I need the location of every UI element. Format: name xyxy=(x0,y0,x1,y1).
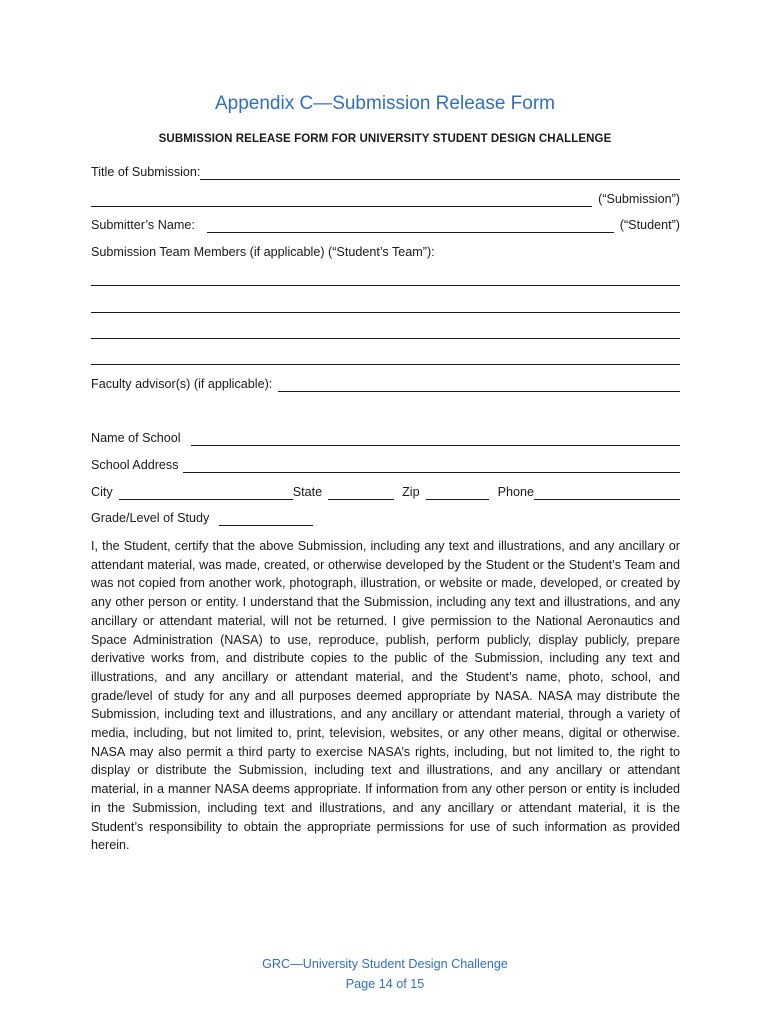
school-name-field[interactable] xyxy=(191,432,680,446)
school-name-row xyxy=(91,430,680,446)
title-field-continued[interactable] xyxy=(91,193,592,207)
faculty-advisor-field[interactable] xyxy=(278,378,680,392)
appendix-title: Appendix C—Submission Release Form xyxy=(214,93,556,114)
submitter-label: Submitter’s Name: xyxy=(91,218,195,232)
title-row xyxy=(91,164,680,180)
phone-label: Phone xyxy=(497,485,535,499)
footer-title: GRC—University Student Design Challenge xyxy=(262,957,508,971)
city-state-zip-row xyxy=(91,484,680,500)
team-row xyxy=(91,244,680,260)
submitter-row xyxy=(91,217,680,233)
title-label: Title of Submission: xyxy=(91,165,201,179)
faculty-label: Faculty advisor(s) (if applicable): xyxy=(91,377,273,391)
city-field[interactable] xyxy=(119,486,293,500)
school-name-label: Name of School xyxy=(91,431,181,445)
team-member-line[interactable] xyxy=(91,312,680,313)
school-address-row xyxy=(91,457,680,473)
school-address-label: School Address xyxy=(91,458,179,472)
submission-suffix: (“Submission”) xyxy=(598,192,680,206)
certification-paragraph: I, the Student, certify that the above Submission, including any text and illustrations, and any ancillary or attendant material, was made, created, or otherwise developed by the Student or the Student’s Team and was not copied from another work, photograph, illustration, or website or made, developed, or created by any other person or entity. I understand that the Submission, including any text and illustrations, and any ancillary or attendant material, will not be returned. I give permission to the National Aeronautics and Space Administration (NASA) to use, reproduce, publish, perform publicly, display publicly, prepare derivative works from, and distribute copies to the public of the Submission, including any text and illustrations, and any ancillary or attendant material, and the Student’s name, photo, school, and grade/level of study for any and all purposes deemed appropriate by NASA. NASA may distribute the Submission, including text and illustrations, and any ancillary or attendant material, through a variety of media, including, but not limited to, print, television, websites, or any other means, digital or otherwise. NASA may also permit a third party to exercise NASA’s rights, including, but not limited to, the right to display or distribute the Submission, including text and illustrations, and any ancillary or attendant material, in a manner NASA deems appropriate. If information from any other person or entity is included in the Submission, including text and illustrations, and any ancillary or attendant material, it is the Student’s responsibility to obtain the appropriate permissions for use of such information as provided herein. xyxy=(91,539,680,853)
student-suffix: (“Student”) xyxy=(619,218,680,232)
team-member-line[interactable] xyxy=(91,285,680,286)
phone-field[interactable] xyxy=(534,486,680,500)
city-label: City xyxy=(91,485,113,499)
team-label: Submission Team Members (if applicable) (“Student’s Team”): xyxy=(91,245,435,259)
title-continuation-row xyxy=(91,191,680,207)
grade-field[interactable] xyxy=(219,512,313,526)
team-member-line[interactable] xyxy=(91,364,680,365)
page-number: Page 14 of 15 xyxy=(345,977,425,991)
grade-label: Grade/Level of Study xyxy=(91,511,210,525)
grade-row xyxy=(91,510,680,526)
state-field[interactable] xyxy=(328,486,394,500)
form-heading: SUBMISSION RELEASE FORM FOR UNIVERSITY STUDENT DESIGN CHALLENGE xyxy=(158,133,612,145)
zip-label: Zip xyxy=(402,485,420,499)
team-member-line[interactable] xyxy=(91,338,680,339)
zip-field[interactable] xyxy=(426,486,489,500)
faculty-row xyxy=(91,376,680,392)
title-field[interactable] xyxy=(200,166,680,180)
state-label: State xyxy=(292,485,323,499)
submitter-name-field[interactable] xyxy=(207,219,614,233)
school-address-field[interactable] xyxy=(183,459,680,473)
